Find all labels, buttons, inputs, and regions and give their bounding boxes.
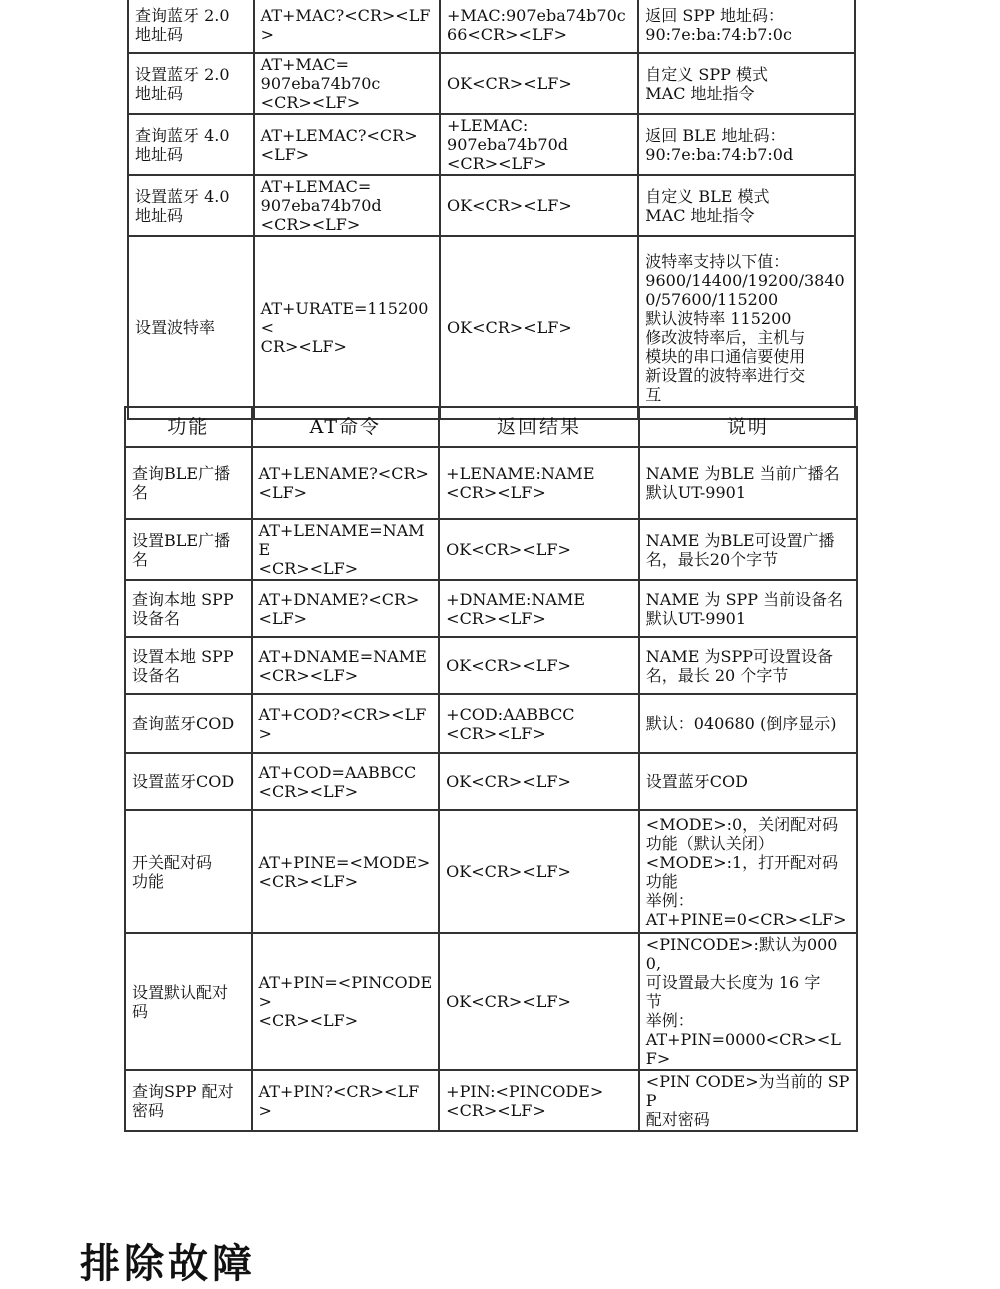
function-cell: 查询SPP 配对 密码 <box>125 1070 252 1131</box>
note-cell: 返回 SPP 地址码： 90:7e:ba:74:b7:0c <box>638 0 855 53</box>
command-cell: AT+DNAME?<CR> <LF> <box>252 580 440 637</box>
result-cell: OK<CR><LF> <box>440 236 638 419</box>
note-cell: 波特率支持以下值： 9600/14400/19200/3840 0/57600/115200 默认波特率 115200 修改波特率后，主机与 模块的串口通信要使用 新设置的波特率进行交 互 <box>638 236 855 419</box>
command-cell: AT+LENAME?<CR> <LF> <box>252 447 440 519</box>
note-cell: NAME 为 SPP 当前设备名 默认UT-9901 <box>639 580 857 637</box>
table-row <box>128 114 855 175</box>
function-cell: 设置BLE广播 名 <box>125 519 252 580</box>
header-note: 说明 <box>639 407 857 447</box>
table-row <box>125 519 857 580</box>
function-cell: 查询蓝牙 2.0 地址码 <box>128 0 254 53</box>
note-cell: NAME 为BLE可设置广播 名，最长20个字节 <box>639 519 857 580</box>
table-row <box>125 694 857 753</box>
note-cell: NAME 为BLE 当前广播名 默认UT-9901 <box>639 447 857 519</box>
table-row <box>125 447 857 519</box>
result-cell: OK<CR><LF> <box>439 637 639 694</box>
header-function: 功能 <box>125 407 252 447</box>
command-cell: AT+COD?<CR><LF> <box>252 694 440 753</box>
note-cell: NAME 为SPP可设置设备 名，最长 20 个字节 <box>639 637 857 694</box>
header-at-command: AT命令 <box>252 407 440 447</box>
table-row <box>125 753 857 810</box>
function-cell: 开关配对码 功能 <box>125 810 252 933</box>
command-cell: AT+LENAME=NAME <CR><LF> <box>252 519 440 580</box>
result-cell: OK<CR><LF> <box>440 175 638 236</box>
function-cell: 设置蓝牙 2.0 地址码 <box>128 53 254 114</box>
function-cell: 查询本地 SPP 设备名 <box>125 580 252 637</box>
command-cell: AT+MAC?<CR><LF> <box>254 0 440 53</box>
section-heading: 排除故障 <box>80 1241 256 1287</box>
table-row <box>125 810 857 933</box>
command-cell: AT+URATE=115200< CR><LF> <box>254 236 440 419</box>
table-row <box>128 236 855 419</box>
function-cell: 查询蓝牙 4.0 地址码 <box>128 114 254 175</box>
at-command-table-continued <box>127 0 856 420</box>
command-cell: AT+COD=AABBCC <CR><LF> <box>252 753 440 810</box>
table-row <box>125 637 857 694</box>
command-cell: AT+LEMAC?<CR> <LF> <box>254 114 440 175</box>
function-cell: 设置蓝牙 4.0 地址码 <box>128 175 254 236</box>
note-cell: <PIN CODE>为当前的 SPP 配对密码 <box>639 1070 857 1131</box>
table-row <box>125 1070 857 1131</box>
command-cell: AT+PIN=<PINCODE> <CR><LF> <box>252 933 440 1070</box>
function-cell: 设置波特率 <box>128 236 254 419</box>
table-header-row <box>125 407 857 447</box>
note-cell: 默认：040680 (倒序显示) <box>639 694 857 753</box>
table-row <box>125 933 857 1070</box>
note-cell: 设置蓝牙COD <box>639 753 857 810</box>
table-row <box>128 53 855 114</box>
result-cell: +LEMAC: 907eba74b70d <CR><LF> <box>440 114 638 175</box>
result-cell: +MAC:907eba74b70c 66<CR><LF> <box>440 0 638 53</box>
note-cell: 返回 BLE 地址码： 90:7e:ba:74:b7:0d <box>638 114 855 175</box>
command-cell: AT+PINE=<MODE> <CR><LF> <box>252 810 440 933</box>
function-cell: 设置默认配对 码 <box>125 933 252 1070</box>
result-cell: OK<CR><LF> <box>439 810 639 933</box>
header-result: 返回结果 <box>439 407 639 447</box>
at-command-table <box>124 406 858 1132</box>
command-cell: AT+LEMAC= 907eba74b70d <CR><LF> <box>254 175 440 236</box>
note-cell: 自定义 SPP 模式 MAC 地址指令 <box>638 53 855 114</box>
result-cell: OK<CR><LF> <box>439 753 639 810</box>
function-cell: 设置本地 SPP 设备名 <box>125 637 252 694</box>
function-cell: 设置蓝牙COD <box>125 753 252 810</box>
command-cell: AT+PIN?<CR><LF> <box>252 1070 440 1131</box>
result-cell: OK<CR><LF> <box>440 53 638 114</box>
result-cell: +LENAME:NAME <CR><LF> <box>439 447 639 519</box>
result-cell: OK<CR><LF> <box>439 519 639 580</box>
function-cell: 查询蓝牙COD <box>125 694 252 753</box>
table-row <box>128 175 855 236</box>
note-cell: <PINCODE>:默认为0000, 可设置最大长度为 16 字 节 举例： AT+PIN=0000<CR><LF> <box>639 933 857 1070</box>
command-cell: AT+DNAME=NAME <CR><LF> <box>252 637 440 694</box>
function-cell: 查询BLE广播 名 <box>125 447 252 519</box>
result-cell: +COD:AABBCC <CR><LF> <box>439 694 639 753</box>
result-cell: OK<CR><LF> <box>439 933 639 1070</box>
command-cell: AT+MAC= 907eba74b70c <CR><LF> <box>254 53 440 114</box>
note-cell: 自定义 BLE 模式 MAC 地址指令 <box>638 175 855 236</box>
table-row <box>125 580 857 637</box>
note-cell: <MODE>:0，关闭配对码 功能（默认关闭） <MODE>:1，打开配对码 功能 举例： AT+PINE=0<CR><LF> <box>639 810 857 933</box>
result-cell: +DNAME:NAME <CR><LF> <box>439 580 639 637</box>
table-row <box>128 0 855 53</box>
result-cell: +PIN:<PINCODE> <CR><LF> <box>439 1070 639 1131</box>
